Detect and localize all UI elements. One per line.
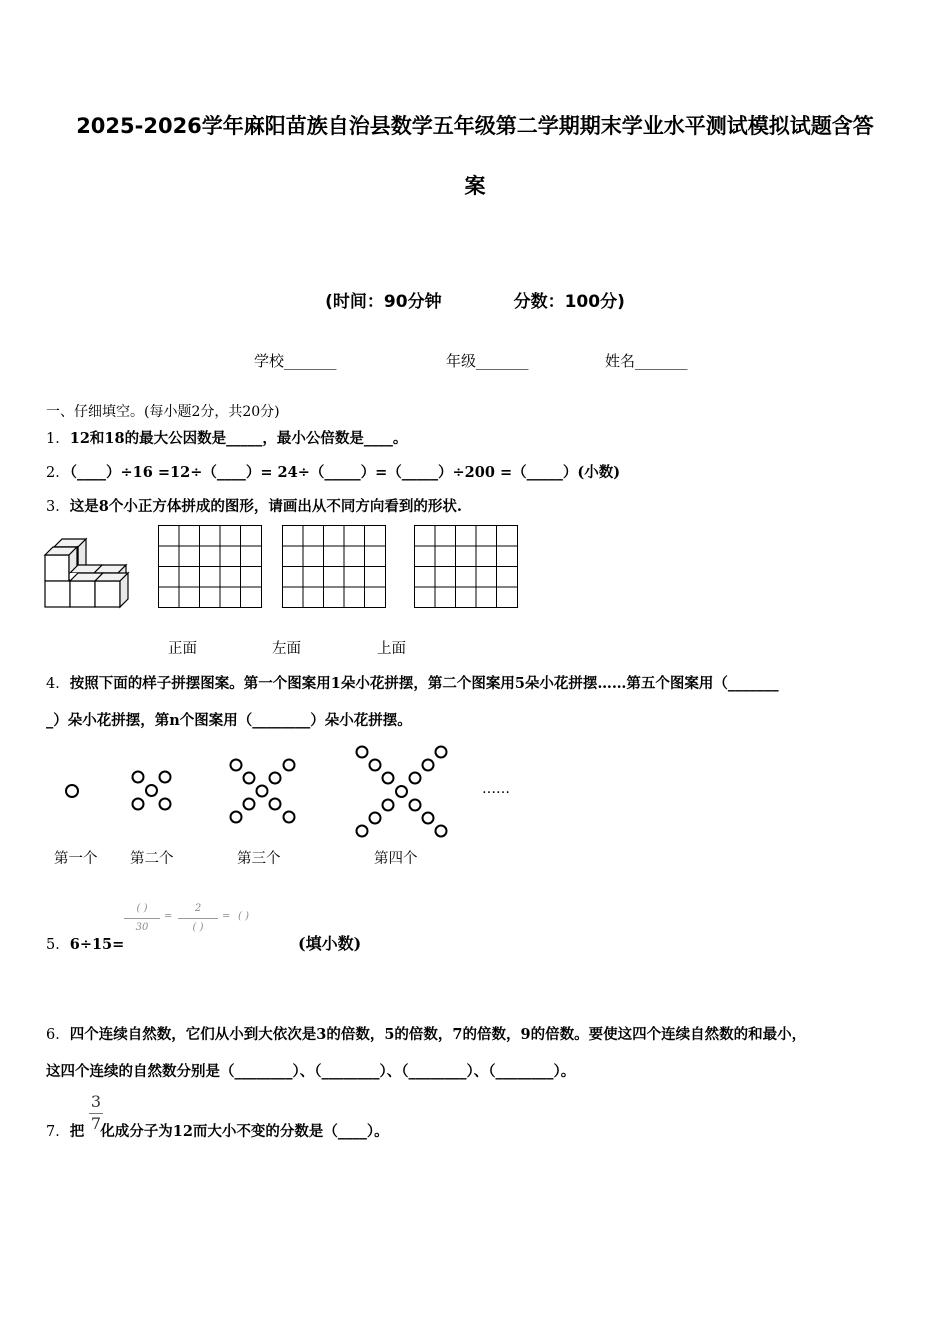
flower (396, 786, 407, 797)
pattern-label-3: 第三个 (237, 851, 281, 867)
page-title (40, 96, 910, 216)
flower (357, 826, 368, 837)
flower (383, 800, 394, 811)
flower (146, 785, 157, 796)
view-label-left: 左面 (272, 641, 301, 657)
grade-field[interactable]: 年级_______ (446, 352, 529, 370)
question-number: 7． (46, 1124, 70, 1140)
frac2-denominator: ( ) (192, 922, 204, 933)
question-number: 2． (46, 465, 70, 481)
section-heading: 一、仔细填空。(每小题2分，共20分) (46, 404, 280, 420)
pattern-label-1: 第一个 (54, 851, 98, 867)
question-number: 3． (46, 499, 70, 515)
flower (410, 773, 421, 784)
fraction-numerator: 3 (90, 1092, 102, 1111)
school-field[interactable]: 学校_______ (254, 352, 337, 370)
flower (270, 773, 281, 784)
flower (383, 773, 394, 784)
flower (160, 799, 171, 810)
question-text: 这是8个小正方体拼成的图形，请画出从不同方向看到的形状. (69, 498, 462, 515)
question-2 (46, 461, 620, 482)
flower (160, 772, 171, 783)
question-text: （____）÷16 =12÷（____）= 24÷（_____）=（_____）÷200 =（_____）(小数) (69, 464, 621, 481)
decimal-blank[interactable]: ( ) (238, 911, 249, 922)
view-label-top: 上面 (377, 641, 406, 657)
equals-sign-2: = (222, 911, 231, 922)
question-text-line-1: 按照下面的样子拼摆图案。第一个图案用1朵小花拼摆，第二个图案用5朵小花拼摆……第五个图案用（_______ (69, 675, 779, 692)
pattern-label-4: 第四个 (374, 851, 418, 867)
pattern-ellipsis: …… (482, 781, 510, 797)
question-expression: 6÷15= (69, 936, 125, 953)
grid-front[interactable] (158, 525, 262, 608)
title-line-2: 案 (464, 174, 486, 198)
q5-fraction-image (120, 903, 290, 943)
time-label: (时间：90分钟 (325, 292, 442, 312)
flower-pattern-2 (130, 769, 174, 813)
flower (231, 812, 242, 823)
flower (436, 826, 447, 837)
flower (257, 786, 268, 797)
question-6-line-2: 这四个连续的自然数分别是（________）、（________）、（________）、（________）。 (46, 1063, 576, 1080)
question-4 (46, 672, 779, 693)
fraction-3-7 (88, 1092, 104, 1134)
flower (244, 799, 255, 810)
flower (133, 772, 144, 783)
equals-sign: = (164, 911, 173, 922)
flower-pattern-1 (64, 783, 80, 799)
flower (244, 773, 255, 784)
question-number: 6． (46, 1027, 70, 1043)
question-text: 化成分子为12而大小不变的分数是（____）。 (100, 1123, 389, 1140)
grid-left[interactable] (282, 525, 386, 608)
exam-meta (0, 287, 950, 312)
fraction-denominator: 7 (90, 1114, 102, 1133)
question-4-line-2: _）朵小花拼摆，第n个图案用（________）朵小花拼摆。 (46, 712, 412, 729)
name-field[interactable]: 姓名_______ (605, 352, 688, 370)
flower (410, 800, 421, 811)
question-text-line-1: 四个连续自然数，它们从小到大依次是3的倍数，5的倍数，7的倍数，9的倍数。要使这四个连续自然数的和最小， (69, 1026, 807, 1043)
flower (357, 747, 368, 758)
question-number: 5． (46, 937, 70, 953)
view-label-front: 正面 (168, 641, 197, 657)
frac1-denominator: 30 (135, 922, 149, 933)
question-6 (46, 1023, 806, 1044)
flower (66, 785, 78, 797)
flower (370, 760, 381, 771)
q5-hint: (填小数) (298, 934, 362, 953)
cube-figure (44, 537, 140, 609)
flower (231, 760, 242, 771)
frac2-numerator: 2 (194, 903, 202, 914)
flower-pattern-4 (354, 744, 450, 840)
question-5 (46, 933, 124, 954)
grid-top[interactable] (414, 525, 518, 608)
flower (423, 813, 434, 824)
score-label: 分数：100分) (513, 292, 625, 312)
flower (270, 799, 281, 810)
title-line-1: 2025-2026学年麻阳苗族自治县数学五年级第二学期期末学业水平测试模拟试题含答 (76, 114, 874, 138)
question-number: 1． (46, 431, 70, 447)
flower (133, 799, 144, 810)
question-number: 4． (46, 676, 70, 692)
flower (423, 760, 434, 771)
question-prefix: 把 (69, 1123, 85, 1140)
question-1 (46, 427, 407, 448)
flower (370, 813, 381, 824)
pattern-label-2: 第二个 (130, 851, 174, 867)
flower (284, 760, 295, 771)
flower (436, 747, 447, 758)
question-text: 12和18的最大公因数是_____，最小公倍数是____。 (69, 430, 408, 447)
flower-pattern-3 (228, 757, 300, 825)
flower (284, 812, 295, 823)
question-3 (46, 495, 462, 516)
frac1-numerator: ( ) (136, 903, 148, 914)
